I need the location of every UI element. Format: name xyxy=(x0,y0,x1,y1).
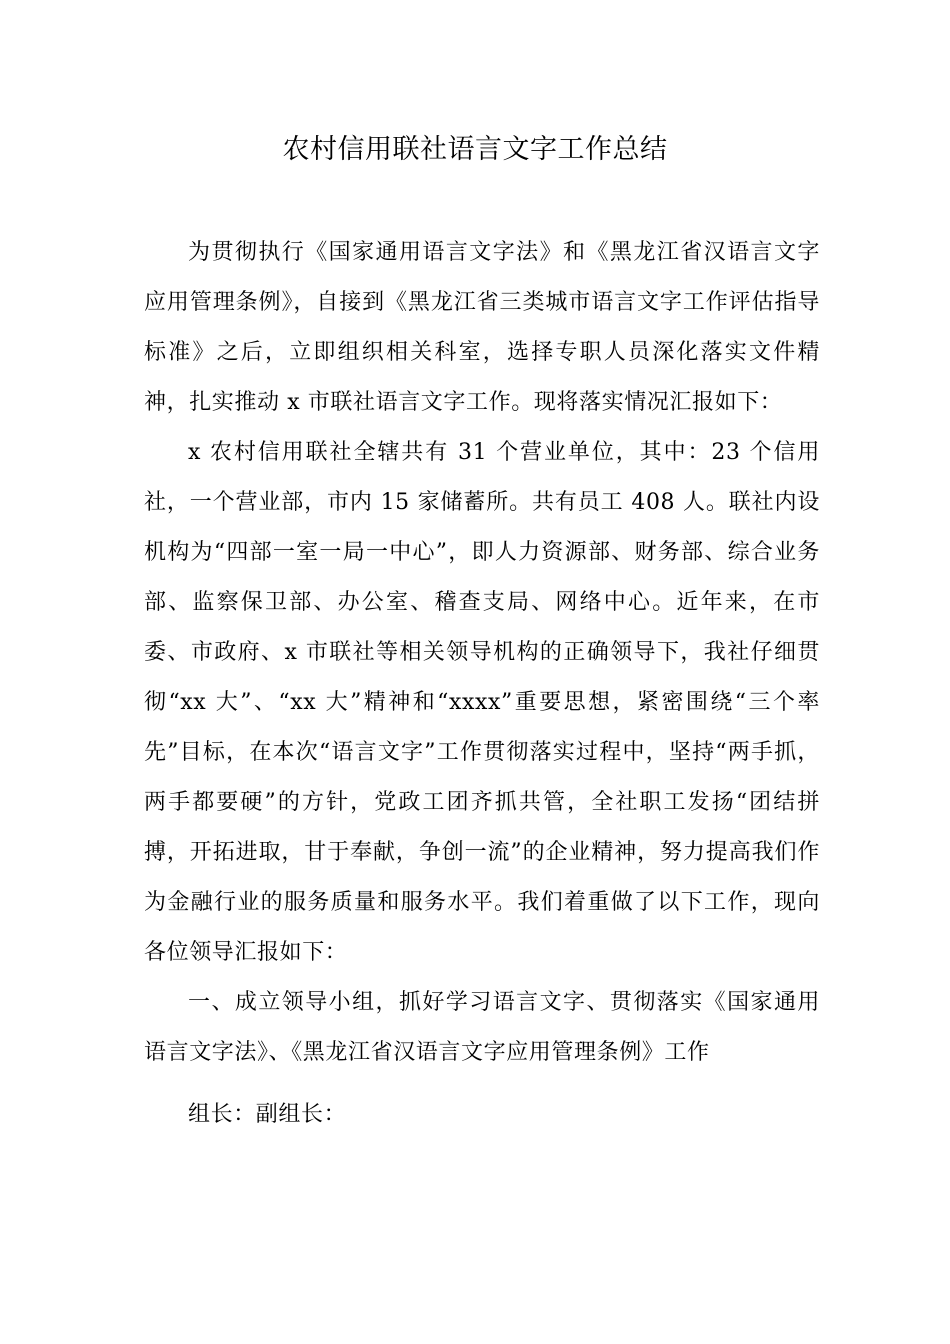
paragraph-group-leaders: 组长：副组长： xyxy=(188,1102,347,1127)
paragraph-section-heading: 一、成立领导小组，抓好学习语言文字、贯彻落实《国家通用语言文字法》、《黑龙江省汉语言文字应用管理条例》工作 xyxy=(144,990,820,1065)
document-title: 农村信用联社语言文字工作总结 xyxy=(282,134,668,165)
paragraph-intro: 为贯彻执行《国家通用语言文字法》和《黑龙江省汉语言文字应用管理条例》，自接到《黑龙江省三类城市语言文字工作评估指导标准》之后，立即组织相关科室，选择专职人员深化落实文件精神，扎实推动 x 市联社语言文字工作。现将落实情况汇报如下： xyxy=(144,240,820,415)
document-body xyxy=(144,228,820,1140)
paragraph-overview: x 农村信用联社全辖共有 31 个营业单位，其中：23 个信用社，一个营业部，市内 15 家储蓄所。共有员工 408 人。联社内设机构为“四部一室一局一中心”，即人力资源部、财务部、综合业务部、监察保卫部、办公室、稽查支局、网络中心。近年来，在市委、市政府、x 市联社等相关领导机构的正确领导下，我社仔细贯彻“xx 大”、“xx 大”精神和“xxxx”重要思想，紧密围绕“三个率先”目标，在本次“语言文字”工作贯彻落实过程中，坚持“两手抓，两手都要硬”的方针，党政工团齐抓共管，全社职工发扬“团结拼搏，开拓进取，甘于奉献，争创一流”的企业精神，努力提高我们作为金融行业的服务质量和服务水平。我们着重做了以下工作，现向各位领导汇报如下： xyxy=(144,440,820,965)
